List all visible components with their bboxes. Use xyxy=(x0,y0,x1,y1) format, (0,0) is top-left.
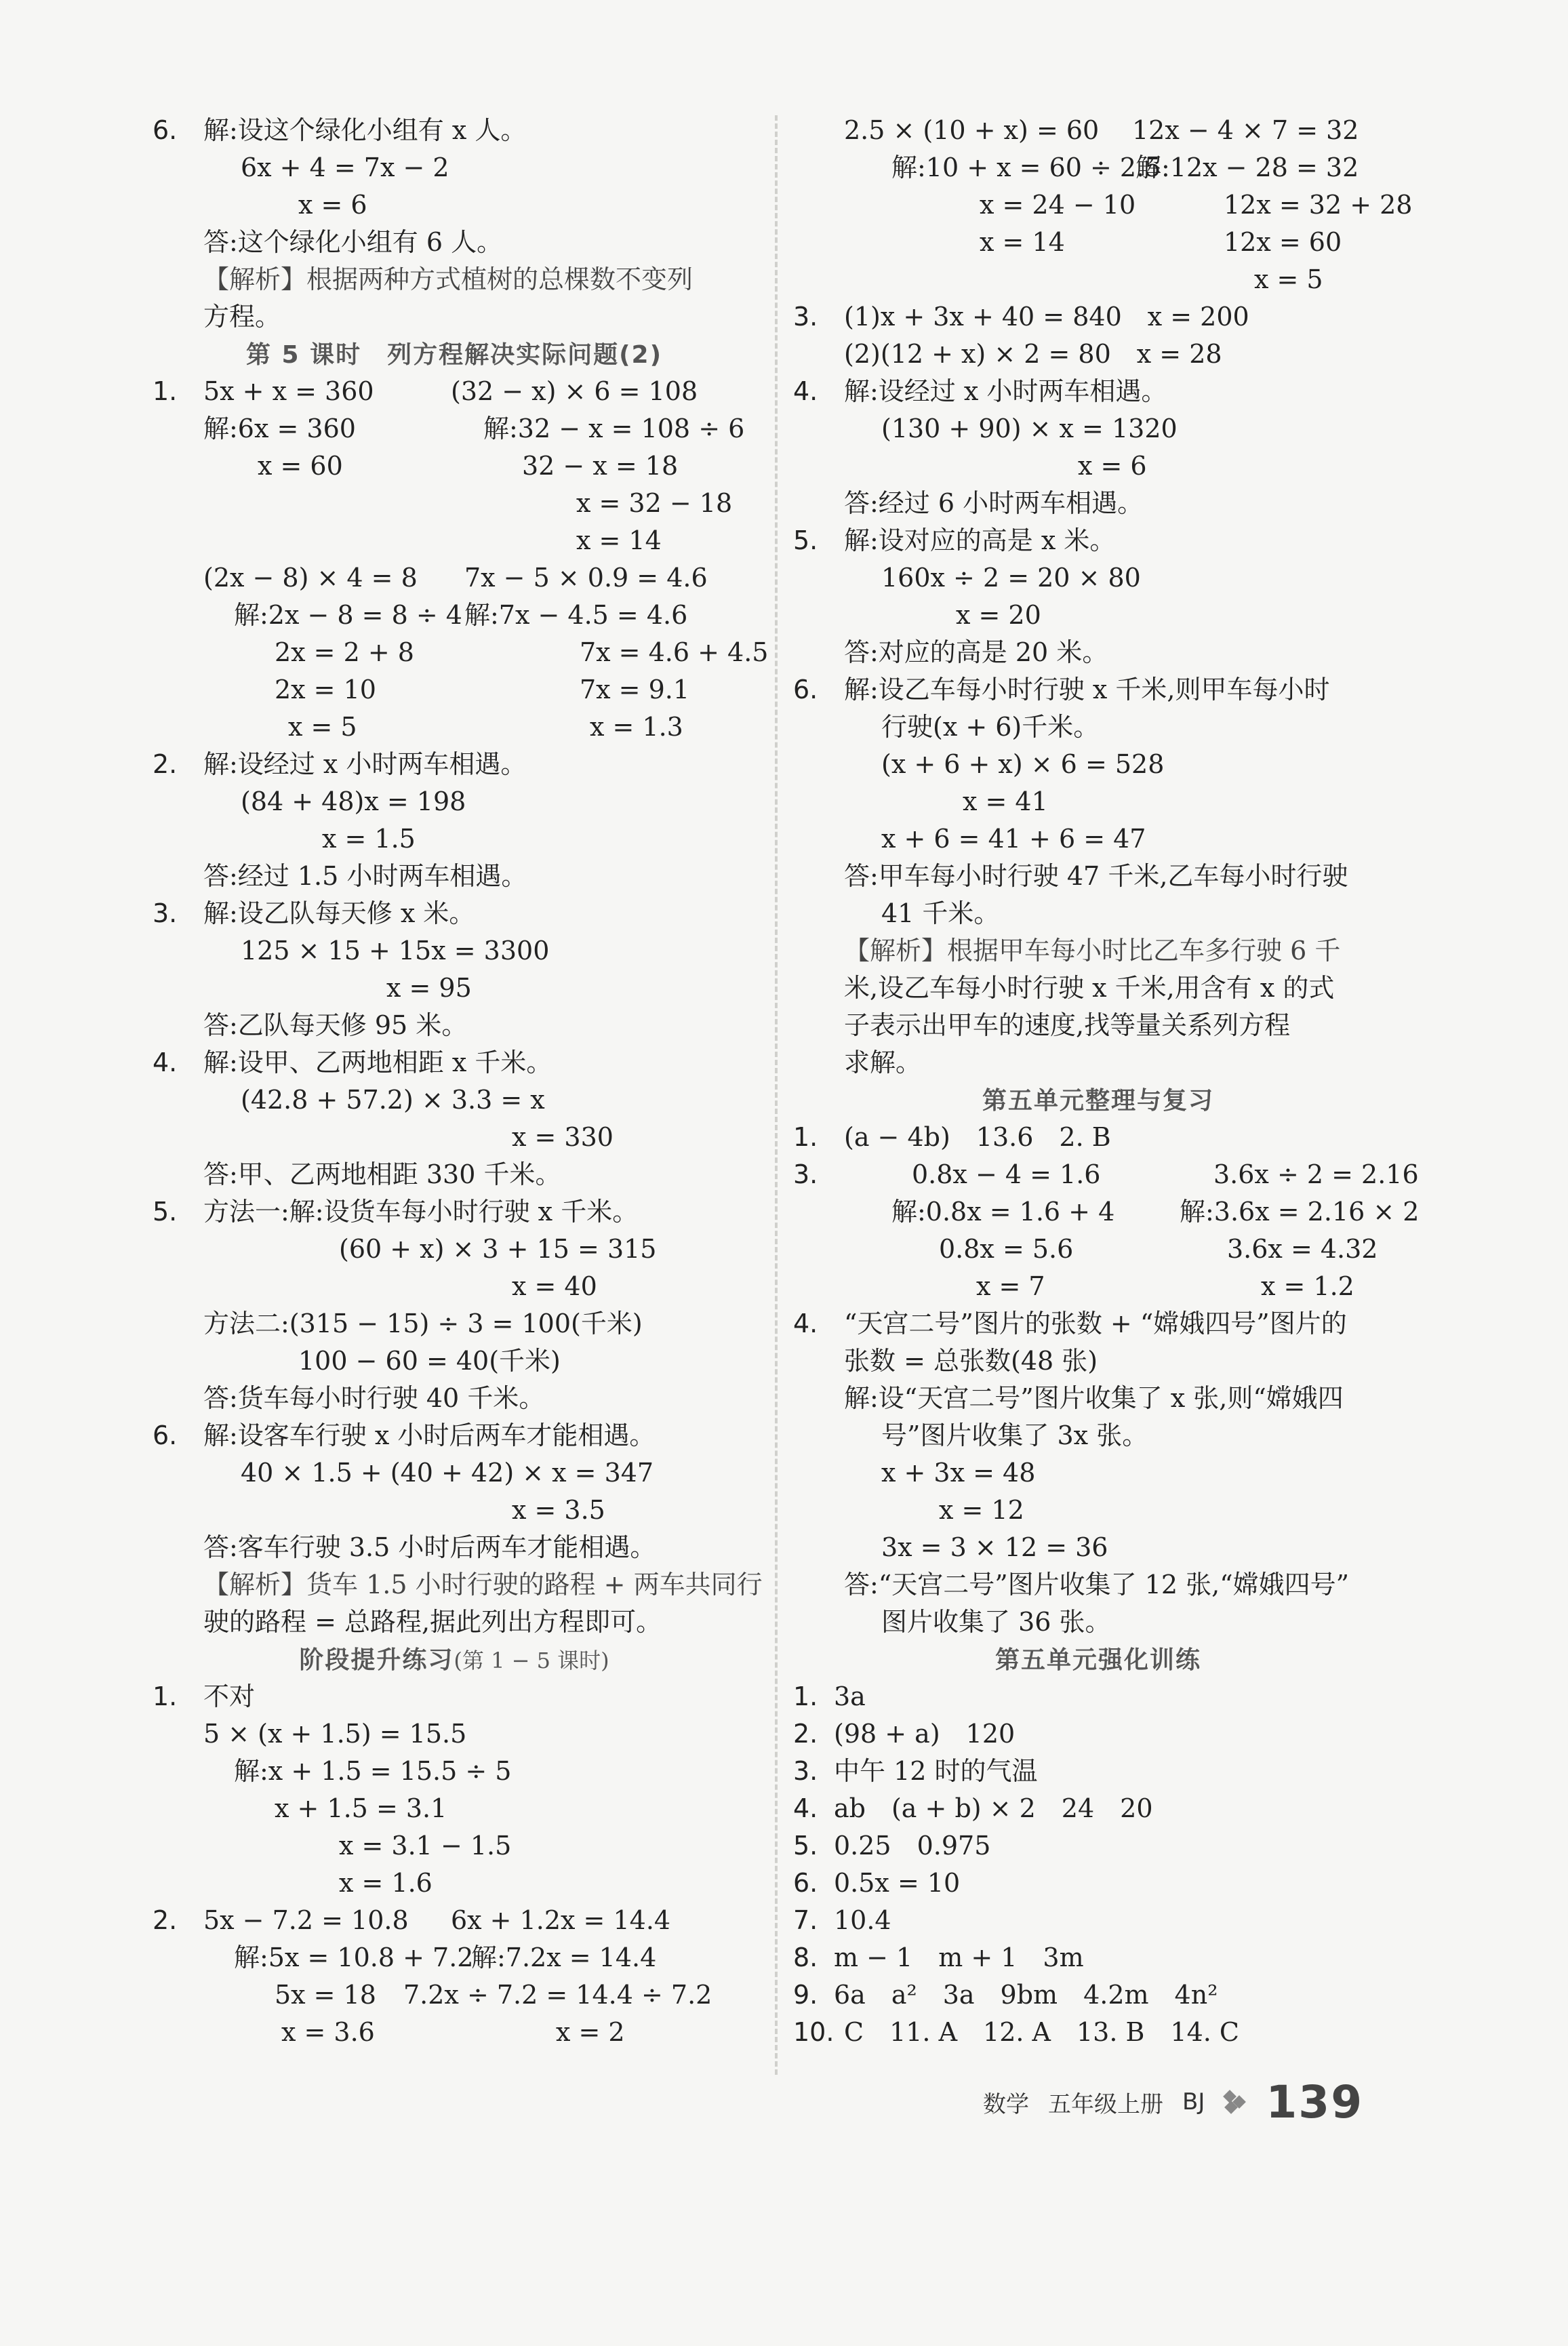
answer-text: 解:设这个绿化小组有 x 人。 xyxy=(203,115,527,145)
answer-text: x = 330 xyxy=(512,1122,614,1152)
footer-subject: 数学 xyxy=(983,2090,1029,2118)
section-heading xyxy=(153,1641,756,1678)
answer-text-second: x = 1.2 xyxy=(1261,1271,1354,1301)
question-number: 2. xyxy=(793,1719,818,1749)
answer-text: (60 + x) × 3 + 15 = 315 xyxy=(339,1234,657,1264)
diamond-icon xyxy=(1224,2090,1247,2113)
answer-text: 解:设经过 x 小时两车相遇。 xyxy=(844,376,1167,406)
question-number: 1. xyxy=(793,1682,818,1711)
answer-text: x + 1.5 = 3.1 xyxy=(275,1793,447,1823)
section-heading xyxy=(793,1641,1403,1678)
answer-line xyxy=(153,932,756,970)
answer-text: 驶的路程 = 总路程,据此列出方程即可。 xyxy=(203,1607,662,1637)
answer-line xyxy=(153,709,756,746)
answer-line xyxy=(793,932,1403,970)
question-number: 4. xyxy=(793,1309,818,1338)
answer-text: 答:经过 6 小时两车相遇。 xyxy=(844,488,1144,518)
answer-text-second: 解:32 − x = 108 ÷ 6 xyxy=(483,414,745,443)
answer-line xyxy=(153,1976,756,2014)
answer-line xyxy=(793,1715,1403,1753)
question-number: 7. xyxy=(793,1905,818,1935)
answer-text-second: 解:12x − 28 = 32 xyxy=(1135,153,1359,182)
answer-text: 5x + x = 360 xyxy=(203,376,374,406)
answer-text-second: 解:7.2x = 14.4 xyxy=(471,1943,657,1972)
question-number: 5. xyxy=(793,525,818,555)
answer-line xyxy=(793,1492,1403,1529)
answer-line xyxy=(793,1343,1403,1380)
answer-line xyxy=(793,1156,1419,1193)
answer-line xyxy=(153,112,756,149)
answer-text-second: 12x − 4 × 7 = 32 xyxy=(1132,115,1359,145)
answer-text-second: 解:3.6x = 2.16 × 2 xyxy=(1180,1197,1420,1227)
section-heading xyxy=(153,336,756,373)
answer-line xyxy=(793,149,1403,186)
answer-line xyxy=(153,1604,756,1641)
answer-text: 2x = 10 xyxy=(275,675,376,704)
answer-text: ab (a + b) × 2 24 20 xyxy=(834,1793,1153,1823)
answer-line xyxy=(793,1529,1403,1566)
answer-text: 求解。 xyxy=(844,1048,922,1077)
answer-line xyxy=(153,1380,756,1417)
answer-text: 3x = 3 × 12 = 36 xyxy=(881,1532,1108,1562)
answer-line xyxy=(153,671,756,709)
answer-text: 100 − 60 = 40(千米) xyxy=(298,1346,561,1376)
answer-text: 解:10 + x = 60 ÷ 2.5 xyxy=(891,153,1161,182)
answer-line xyxy=(153,261,756,298)
answer-text: 6a a² 3a 9bm 4.2m 4n² xyxy=(834,1980,1218,2010)
answer-line xyxy=(153,1790,756,1827)
answer-text: 中午 12 时的气温 xyxy=(834,1756,1038,1786)
answer-line xyxy=(153,820,756,858)
answer-line xyxy=(153,1939,756,1976)
answer-text-second: 7x = 4.6 + 4.5 xyxy=(580,637,769,667)
question-number: 9. xyxy=(793,1980,818,2010)
answer-text: x = 20 xyxy=(956,600,1041,630)
answer-line xyxy=(793,1566,1403,1604)
answer-line xyxy=(793,112,1403,149)
footer-edition: BJ xyxy=(1182,2088,1205,2115)
answer-line xyxy=(153,1753,756,1790)
answer-text: 3a xyxy=(834,1682,866,1711)
answer-text: 0.5x = 10 xyxy=(834,1868,961,1898)
question-number: 3. xyxy=(793,1756,818,1786)
answer-text: 米,设乙车每小时行驶 x 千米,用含有 x 的式 xyxy=(844,973,1335,1003)
question-number: 1. xyxy=(793,1122,818,1152)
answer-text: 答:对应的高是 20 米。 xyxy=(844,637,1108,667)
answer-text: 41 千米。 xyxy=(881,898,1000,928)
answer-line xyxy=(793,1007,1403,1044)
answer-text: x = 41 xyxy=(963,787,1048,816)
answer-text: x = 7 xyxy=(976,1271,1045,1301)
answer-text: 解:设对应的高是 x 米。 xyxy=(844,525,1116,555)
question-number: 6. xyxy=(153,115,178,145)
answer-line xyxy=(793,895,1403,932)
answer-line xyxy=(153,634,769,671)
answer-line xyxy=(793,559,1403,597)
answer-text: 10.4 xyxy=(834,1905,891,1935)
answer-text: (130 + 90) × x = 1320 xyxy=(881,414,1178,443)
answer-line xyxy=(793,373,1403,410)
left-column xyxy=(153,112,769,2051)
answer-text: x = 12 xyxy=(939,1495,1024,1525)
answer-text-second: 12x = 32 + 28 xyxy=(1224,190,1413,220)
answer-line xyxy=(793,1193,1420,1231)
section-heading-text: 第五单元强化训练 xyxy=(994,1646,1201,1674)
page-number: 139 xyxy=(1266,2075,1364,2128)
answer-line xyxy=(153,1492,756,1529)
answer-text: (1)x + 3x + 40 = 840 x = 200 xyxy=(844,302,1249,332)
answer-text: 方法二:(315 − 15) ÷ 3 = 100(千米) xyxy=(203,1309,643,1338)
column-divider xyxy=(775,115,778,2075)
answer-line xyxy=(793,1753,1403,1790)
question-number: 6. xyxy=(793,1868,818,1898)
answer-text-second: 7x − 5 × 0.9 = 4.6 xyxy=(464,563,708,593)
answer-line xyxy=(153,597,756,634)
page-footer xyxy=(983,2075,1363,2129)
answer-text: x = 60 xyxy=(258,451,343,481)
answer-text: 解:5x = 10.8 + 7.2 xyxy=(234,1943,474,1972)
answer-text-second: x = 2 xyxy=(556,2017,625,2047)
answer-line xyxy=(153,1156,756,1193)
answer-text-second: x = 32 − 18 xyxy=(576,488,733,518)
answer-line xyxy=(793,522,1403,559)
answer-line xyxy=(793,1119,1403,1156)
answer-text-second: x = 5 xyxy=(1254,264,1323,294)
answer-line xyxy=(793,448,1403,485)
answer-line xyxy=(153,149,756,186)
question-number: 1. xyxy=(153,1682,178,1711)
answer-text: 解:设经过 x 小时两车相遇。 xyxy=(203,749,527,779)
answer-text: 0.25 0.975 xyxy=(834,1831,991,1861)
answer-text: 解:x + 1.5 = 15.5 ÷ 5 xyxy=(234,1756,512,1786)
question-number: 4. xyxy=(153,1048,178,1077)
question-number: 5. xyxy=(153,1197,178,1227)
answer-text: 【解析】货车 1.5 小时行驶的路程 + 两车共同行 xyxy=(203,1570,763,1599)
answer-line xyxy=(153,1044,756,1081)
answer-line xyxy=(153,895,756,932)
answer-line xyxy=(793,1902,1403,1939)
answer-text-second: x = 14 xyxy=(576,525,662,555)
answer-text: 答:乙队每天修 95 米。 xyxy=(203,1010,468,1040)
answer-line xyxy=(793,1268,1403,1305)
answer-text: 解:设客车行驶 x 小时后两车才能相遇。 xyxy=(203,1420,656,1450)
answer-line xyxy=(153,298,756,336)
answer-line xyxy=(153,1566,763,1604)
answer-line xyxy=(793,1976,1403,2014)
answer-line xyxy=(153,783,756,820)
answer-line xyxy=(793,485,1403,522)
answer-line xyxy=(793,783,1403,820)
question-number: 6. xyxy=(153,1420,178,1450)
answer-text-second: 7x = 9.1 xyxy=(580,675,690,704)
answer-text: 答:经过 1.5 小时两车相遇。 xyxy=(203,861,527,891)
answer-text-second: (32 − x) × 6 = 108 xyxy=(451,376,698,406)
question-number: 3. xyxy=(793,1159,818,1189)
answer-line xyxy=(793,1939,1403,1976)
answer-text: “天宫二号”图片的张数 + “嫦娥四号”图片的 xyxy=(844,1309,1347,1338)
answer-text: x = 14 xyxy=(980,227,1065,257)
answer-text: 2x = 2 + 8 xyxy=(275,637,414,667)
answer-line xyxy=(153,1007,756,1044)
answer-line xyxy=(153,522,756,559)
answer-line xyxy=(153,1268,756,1305)
answer-text: (84 + 48)x = 198 xyxy=(241,787,466,816)
answer-line xyxy=(793,1454,1403,1492)
answer-text-second: 6x + 1.2x = 14.4 xyxy=(451,1905,671,1935)
answer-line xyxy=(793,1380,1403,1417)
answer-line xyxy=(153,1231,756,1268)
question-number: 5. xyxy=(793,1831,818,1861)
answer-line xyxy=(793,970,1403,1007)
answer-text-second: 解:7x − 4.5 = 4.6 xyxy=(464,600,688,630)
answer-text-second: 7.2x ÷ 7.2 = 14.4 ÷ 7.2 xyxy=(403,1980,712,2010)
answer-text: 不对 xyxy=(203,1682,256,1711)
question-number: 8. xyxy=(793,1943,818,1972)
footer-grade: 五年级上册 xyxy=(1048,2090,1163,2118)
question-number: 1. xyxy=(153,376,178,406)
answer-line xyxy=(793,298,1403,336)
answer-line xyxy=(793,1790,1403,1827)
answer-text: m − 1 m + 1 3m xyxy=(834,1943,1084,1972)
right-column xyxy=(793,112,1420,2051)
answer-text: (2)(12 + x) × 2 = 80 x = 28 xyxy=(844,339,1222,369)
answer-text: 0.8x − 4 = 1.6 xyxy=(912,1159,1101,1189)
answer-text: 方法一:解:设货车每小时行驶 x 千米。 xyxy=(203,1197,639,1227)
question-number: 4. xyxy=(793,376,818,406)
answer-text: x = 3.5 xyxy=(512,1495,605,1525)
answer-text: x = 5 xyxy=(288,712,357,742)
answer-text: 125 × 15 + 15x = 3300 xyxy=(241,936,550,966)
answer-line xyxy=(793,224,1403,261)
answer-text: x = 24 − 10 xyxy=(980,190,1136,220)
answer-text: (42.8 + 57.2) × 3.3 = x xyxy=(241,1085,545,1115)
answer-text: 【解析】根据两种方式植树的总棵数不变列 xyxy=(203,264,693,294)
section-heading-text: 第五单元整理与复习 xyxy=(982,1087,1214,1115)
answer-line xyxy=(153,448,756,485)
answer-line xyxy=(793,709,1403,746)
answer-text: 子表示出甲车的速度,找等量关系列方程 xyxy=(844,1010,1291,1040)
answer-text: 解:设甲、乙两地相距 x 千米。 xyxy=(203,1048,552,1077)
answer-line xyxy=(153,2014,756,2051)
answer-text: 解:2x − 8 = 8 ÷ 4 xyxy=(234,600,462,630)
question-number: 10. xyxy=(793,2017,835,2047)
answer-line xyxy=(153,1417,756,1454)
answer-line xyxy=(153,373,756,410)
answer-text-second: 32 − x = 18 xyxy=(522,451,679,481)
answer-text: 【解析】根据甲车每小时比乙车多行驶 6 千 xyxy=(844,936,1341,966)
answer-line xyxy=(793,1044,1403,1081)
answer-text: x = 6 xyxy=(1078,451,1147,481)
answer-line xyxy=(153,1454,756,1492)
answer-line xyxy=(153,1343,756,1380)
section-heading-subtext: (第 1 − 5 课时) xyxy=(454,1648,609,1673)
answer-text: x = 3.1 − 1.5 xyxy=(339,1831,512,1861)
question-number: 2. xyxy=(153,749,178,779)
answer-line xyxy=(793,336,1403,373)
answer-line xyxy=(793,820,1403,858)
answer-line xyxy=(153,746,756,783)
answer-line xyxy=(793,597,1403,634)
answer-line xyxy=(153,1902,756,1939)
answer-text: 6x + 4 = 7x − 2 xyxy=(241,153,449,182)
answer-line xyxy=(153,1678,756,1715)
question-number: 6. xyxy=(793,675,818,704)
answer-text: 答:“天宫二号”图片收集了 12 张,“嫦娥四号” xyxy=(844,1570,1350,1599)
answer-line xyxy=(793,1678,1403,1715)
answer-text: 解:0.8x = 1.6 + 4 xyxy=(891,1197,1115,1227)
answer-line xyxy=(793,1865,1403,1902)
answer-text: 解:6x = 360 xyxy=(203,414,356,443)
answer-text: (98 + a) 120 xyxy=(834,1719,1016,1749)
answer-text: 答:货车每小时行驶 40 千米。 xyxy=(203,1383,545,1413)
answer-line xyxy=(153,1827,756,1865)
answer-line xyxy=(793,410,1403,448)
answer-line xyxy=(153,186,756,224)
answer-text: (2x − 8) × 4 = 8 xyxy=(203,563,418,593)
answer-text: 解:设乙车每小时行驶 x 千米,则甲车每小时 xyxy=(844,675,1330,704)
answer-text: 解:设“天宫二号”图片收集了 x 张,则“嫦娥四 xyxy=(844,1383,1344,1413)
answer-line xyxy=(153,1305,756,1343)
answer-text: x = 1.6 xyxy=(339,1868,433,1898)
answer-line xyxy=(793,858,1403,895)
answer-line xyxy=(793,1417,1403,1454)
answer-text: 方程。 xyxy=(203,302,281,332)
answer-text: x = 40 xyxy=(512,1271,597,1301)
question-number: 3. xyxy=(793,302,818,332)
answer-text: 图片收集了 36 张。 xyxy=(881,1607,1111,1637)
question-number: 2. xyxy=(153,1905,178,1935)
answer-line xyxy=(793,1604,1403,1641)
answer-line xyxy=(793,261,1403,298)
answer-text: (x + 6 + x) × 6 = 528 xyxy=(881,749,1165,779)
answer-line xyxy=(793,746,1403,783)
answer-line xyxy=(793,2014,1403,2051)
answer-text: 40 × 1.5 + (40 + 42) × x = 347 xyxy=(241,1458,654,1488)
answer-text-second: 3.6x ÷ 2 = 2.16 xyxy=(1213,1159,1419,1189)
answer-text: 行驶(x + 6)千米。 xyxy=(881,712,1100,742)
answer-text: 160x ÷ 2 = 20 × 80 xyxy=(881,563,1141,593)
answer-text: 答:客车行驶 3.5 小时后两车才能相遇。 xyxy=(203,1532,656,1562)
answer-line xyxy=(793,1827,1403,1865)
answer-line xyxy=(153,1715,756,1753)
answer-line xyxy=(153,970,756,1007)
answer-line xyxy=(793,186,1413,224)
answer-text: 解:设乙队每天修 x 米。 xyxy=(203,898,475,928)
answer-text: 号”图片收集了 3x 张。 xyxy=(881,1420,1148,1450)
answer-text: 5 × (x + 1.5) = 15.5 xyxy=(203,1719,467,1749)
answer-text: x = 3.6 xyxy=(281,2017,375,2047)
section-heading-text: 阶段提升练习 xyxy=(299,1646,454,1674)
answer-text: 2.5 × (10 + x) = 60 xyxy=(844,115,1100,145)
answer-line xyxy=(153,1119,756,1156)
answer-text: 答:这个绿化小组有 6 人。 xyxy=(203,227,503,257)
answer-text-second: 12x = 60 xyxy=(1224,227,1342,257)
section-heading-text: 第 5 课时 列方程解决实际问题(2) xyxy=(245,341,663,369)
answer-line xyxy=(793,1305,1403,1343)
answer-line xyxy=(153,410,756,448)
section-heading xyxy=(793,1081,1403,1119)
answer-line xyxy=(793,1231,1403,1268)
answer-line xyxy=(153,485,756,522)
answer-text: 5x = 18 xyxy=(275,1980,376,2010)
answer-line xyxy=(153,559,756,597)
question-number: 3. xyxy=(153,898,178,928)
answer-text: x = 6 xyxy=(298,190,367,220)
answer-line xyxy=(153,858,756,895)
answer-line xyxy=(793,671,1403,709)
answer-line xyxy=(793,634,1403,671)
answer-text-second: 3.6x = 4.32 xyxy=(1227,1234,1378,1264)
answer-text: 0.8x = 5.6 xyxy=(939,1234,1074,1264)
answer-line xyxy=(153,1865,756,1902)
answer-text: 张数 = 总张数(48 张) xyxy=(844,1346,1098,1376)
answer-text: x = 1.5 xyxy=(322,824,416,854)
answer-line xyxy=(153,1193,756,1231)
answer-text: 5x − 7.2 = 10.8 xyxy=(203,1905,409,1935)
answer-text: x + 3x = 48 xyxy=(881,1458,1036,1488)
answer-text: x = 95 xyxy=(386,973,472,1003)
answer-line xyxy=(153,1081,756,1119)
answer-line xyxy=(153,224,756,261)
answer-line xyxy=(153,1529,756,1566)
answer-text-second: x = 1.3 xyxy=(590,712,683,742)
answer-text: 答:甲车每小时行驶 47 千米,乙车每小时行驶 xyxy=(844,861,1348,891)
answer-text: C 11. A 12. A 13. B 14. C xyxy=(844,2017,1240,2047)
question-number: 4. xyxy=(793,1793,818,1823)
answer-text: (a − 4b) 13.6 2. B xyxy=(844,1122,1111,1152)
answer-text: x + 6 = 41 + 6 = 47 xyxy=(881,824,1146,854)
answer-text: 答:甲、乙两地相距 330 千米。 xyxy=(203,1159,561,1189)
